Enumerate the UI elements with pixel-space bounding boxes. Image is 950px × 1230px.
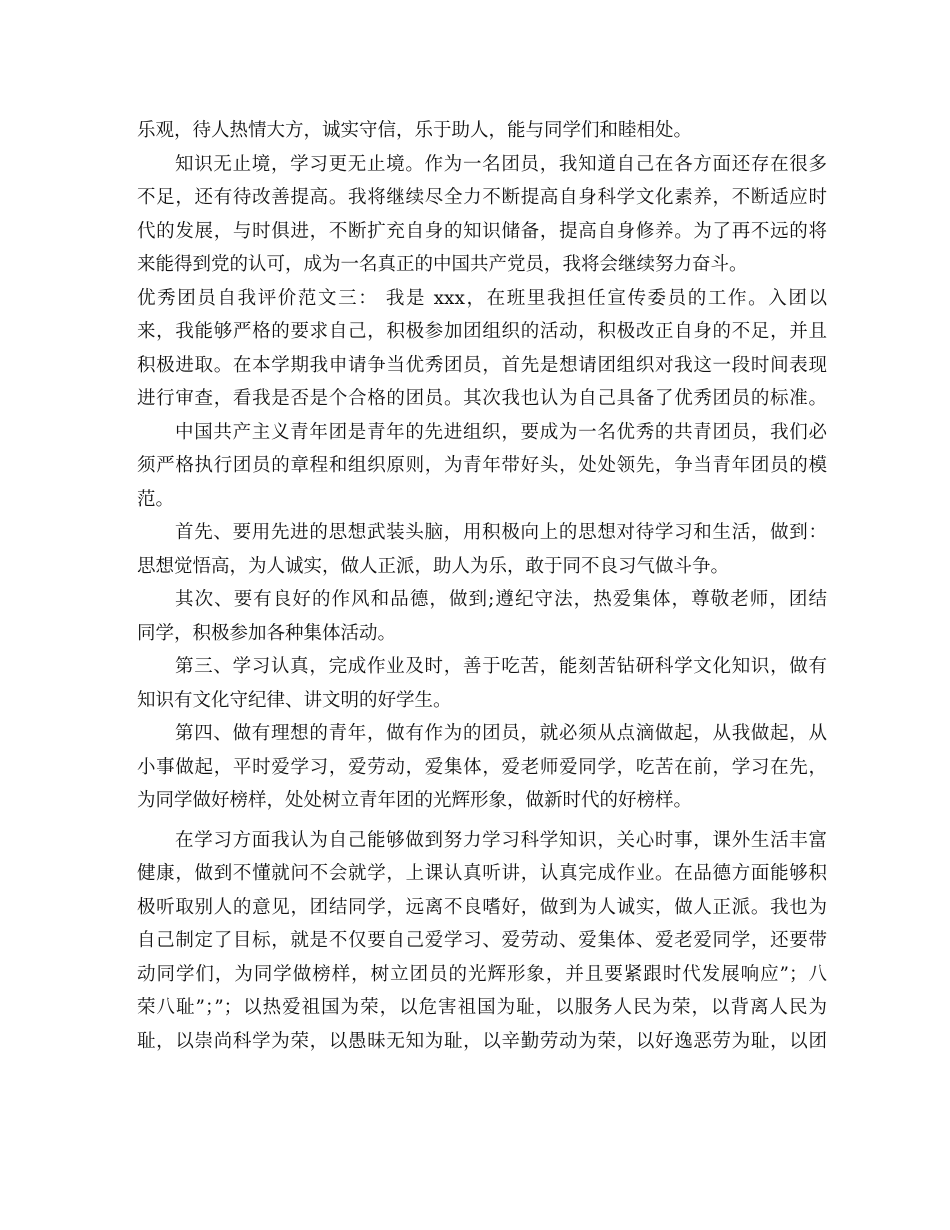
text-line: 思想觉悟高，为人诚实，做人正派，助人为乐，敢于同不良习气做斗争。 — [137, 555, 730, 577]
text-line: 积极进取。在本学期我申请争当优秀团员，首先是想请团组织对我这一段时间表现 — [137, 354, 827, 376]
document-body — [137, 114, 827, 1058]
text-line: 来，我能够严格的要求自己，积极参加团组织的活动，积极改正自身的不足，并且 — [137, 321, 827, 342]
text-line: 极听取别人的意见，团结同学，远离不良嗜好，做到为人诚实，做人正派。我也为 — [137, 896, 827, 918]
text-line: 在学习方面我认为自己能够做到努力学习科学知识，关心时事，课外生活丰富 — [175, 829, 827, 851]
text-line: 小事做起，平时爱学习，爱劳动，爱集体，爱老师爱同学，吃苦在前，学习在先， — [137, 756, 827, 778]
text-line: 代的发展，与时俱进，不断扩充自身的知识储备，提高自身修养。为了再不远的将 — [137, 220, 827, 242]
text-line: 动同学们，为同学做榜样，树立团员的光辉形象，并且要紧跟时代发展响应”；八 — [137, 963, 827, 985]
text-line: 乐观，待人热情大方，诚实守信，乐于助人，能与同学们和睦相处。 — [137, 120, 693, 141]
text-line: 同学，积极参加各种集体活动。 — [137, 622, 397, 644]
text-line: 其次、要有良好的作风和品德，做到;遵纪守法，热爱集体，尊敬老师，团结 — [175, 589, 827, 610]
text-line: 进行审查，看我是否是个合格的团员。其次我也认为自己具备了优秀团员的标准。 — [137, 388, 827, 409]
text-line: 首先、要用先进的思想武装头脑，用积极向上的思想对待学习和生活，做到： — [175, 522, 827, 543]
text-line: 为同学做好榜样，处处树立青年团的光辉形象，做新时代的好榜样。 — [137, 790, 693, 811]
text-line: 不足，还有待改善提高。我将继续尽全力不断提高自身科学文化素养，不断适应时 — [137, 187, 827, 208]
text-line: 耻，以崇尚科学为荣，以愚昧无知为耻，以辛勤劳动为荣，以好逸恶劳为耻，以团 — [137, 1030, 827, 1052]
text-line: 优秀团员自我评价范文三： 我是 xxx，在班里我担任宣传委员的工作。入团以 — [137, 287, 827, 309]
text-line: 知识无止境，学习更无止境。作为一名团员，我知道自己在各方面还存在很多 — [175, 153, 827, 175]
text-line: 须严格执行团员的章程和组织原则，为青年带好头，处处领先，争当青年团员的模 — [137, 455, 827, 476]
text-line: 范。 — [137, 488, 175, 510]
text-line: 中国共产主义青年团是青年的先进组织，要成为一名优秀的共青团员，我们必 — [175, 421, 827, 443]
text-line: 第三、学习认真，完成作业及时，善于吃苦，能刻苦钻研科学文化知识，做有 — [175, 656, 827, 677]
text-line: 荣八耻”；”；以热爱祖国为荣，以危害祖国为耻，以服务人民为荣，以背离人民为 — [137, 997, 827, 1018]
text-line: 第四、做有理想的青年，做有作为的团员，就必须从点滴做起，从我做起，从 — [175, 723, 827, 744]
text-line: 来能得到党的认可，成为一名真正的中国共产党员，我将会继续努力奋斗。 — [137, 254, 748, 275]
text-line: 自己制定了目标，就是不仅要自己爱学习、爱劳动、爱集体、爱老爱同学，还要带 — [137, 930, 827, 951]
text-line: 知识有文化守纪律、讲文明的好学生。 — [137, 689, 452, 711]
text-line: 健康，做到不懂就问不会就学，上课认真听讲，认真完成作业。在品德方面能够积 — [137, 863, 827, 884]
